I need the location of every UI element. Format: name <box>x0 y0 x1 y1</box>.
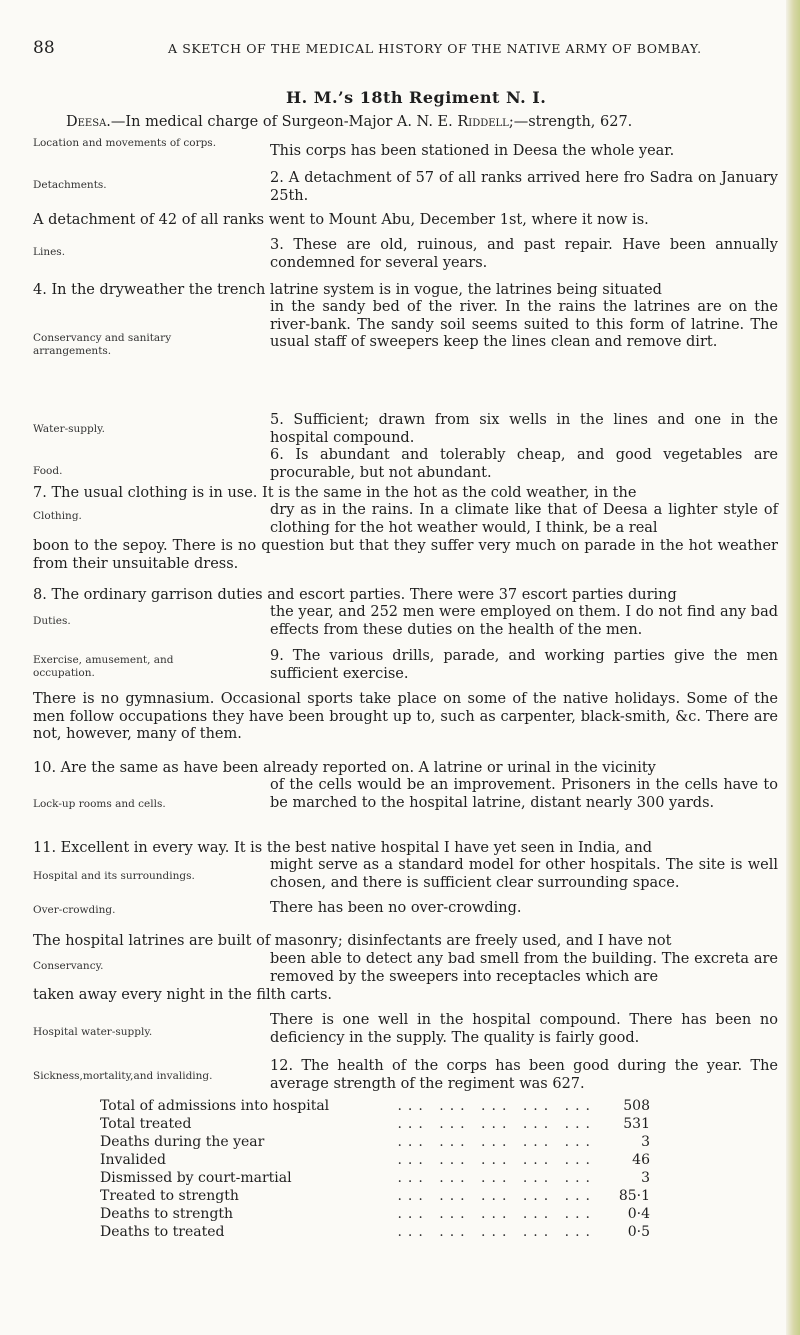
sidenote-hospital: Hospital and its surroundings. <box>33 870 195 882</box>
page-number: 88 <box>33 38 55 58</box>
paragraph-11b: might serve as a standard model for other hospitals. The site is well chosen, and there is sufficient clear surrounding space. <box>270 857 778 891</box>
stat-row <box>100 1152 650 1170</box>
intro-text-2: ;—strength, 627. <box>508 114 633 130</box>
sidenote-water-supply: Water-supply. <box>33 423 105 435</box>
paragraph-overcrowding: There has been no over-crowding. <box>270 900 522 916</box>
paragraph-9b: There is no gymnasium. Occasional sports take place on some of the native holidays. Some of the men follow occupations they have been brought up to, such as carpenter, black-smith, &c. There are not, however, many of them. <box>33 691 778 743</box>
paragraph-8a: 8. The ordinary garrison duties and escort parties. There were 37 escort parties during <box>33 587 677 603</box>
sidenote-overcrowding: Over-crowding. <box>33 904 116 916</box>
stat-label: Dismissed by court-martial <box>100 1170 296 1186</box>
stat-row <box>100 1134 650 1152</box>
intro-place: Deesa. <box>66 114 111 130</box>
paragraph-conservancy-c: taken away every night in the filth carts. <box>33 987 333 1003</box>
paragraph-1: This corps has been stationed in Deesa the whole year. <box>270 143 675 159</box>
stat-value: 85·1 <box>618 1188 650 1204</box>
stat-label: Invalided <box>100 1152 170 1168</box>
stat-row <box>100 1188 650 1206</box>
paragraph-2: 2. A detachment of 57 of all ranks arrived here fro Sadra on January 25th. <box>270 170 778 204</box>
paragraph-conservancy-b: been able to detect any bad smell from the building. The excreta are removed by the sweepers into receptacles which are <box>270 951 778 985</box>
stat-row <box>100 1116 650 1134</box>
leader-dots: ... ... ... ... ... <box>397 1170 596 1186</box>
stat-value: 46 <box>632 1152 650 1168</box>
stat-row <box>100 1206 650 1224</box>
leader-dots: ... ... ... ... ... <box>397 1188 596 1204</box>
paragraph-8b: the year, and 252 men were employed on them. I do not find any bad effects from these duties on the health of the men. <box>270 604 778 638</box>
sidenote-sickness: Sickness,mortality,and invaliding. <box>33 1070 213 1082</box>
paragraph-3: 3. These are old, ruinous, and past repair. Have been annually condemned for several years. <box>270 237 778 271</box>
stat-value: 508 <box>623 1098 650 1114</box>
stat-label: Treated to strength <box>100 1188 243 1204</box>
paragraph-7a: 7. The usual clothing is in use. It is the same in the hot as the cold weather, in the <box>33 485 637 501</box>
stat-value: 3 <box>641 1134 650 1150</box>
stat-value: 531 <box>623 1116 650 1132</box>
intro-text: —In medical charge of Surgeon-Major A. N. E. <box>110 114 458 130</box>
sidenote-food: Food. <box>33 465 63 477</box>
sidenote-lockup: Lock-up rooms and cells. <box>33 798 166 810</box>
sidenote-hospital-water: Hospital water-supply. <box>33 1026 153 1038</box>
stat-value: 0·4 <box>627 1206 650 1222</box>
paragraph-2b: A detachment of 42 of all ranks went to Mount Abu, December 1st, where it now is. <box>33 212 649 228</box>
stat-row <box>100 1170 650 1188</box>
stat-label: Deaths to treated <box>100 1224 228 1240</box>
stat-label: Deaths during the year <box>100 1134 268 1150</box>
paragraph-10b: of the cells would be an improvement. Prisoners in the cells have to be marched to the hospital latrine, distant nearly 300 yards. <box>270 777 778 811</box>
stat-value: 3 <box>641 1170 650 1186</box>
sidenote-duties: Duties. <box>33 615 71 627</box>
stat-row <box>100 1098 650 1116</box>
paragraph-10a: 10. Are the same as have been already reported on. A latrine or urinal in the vicinity <box>33 760 656 776</box>
paragraph-6: 6. Is abundant and tolerably cheap, and good vegetables are procurable, but not abundant. <box>270 447 778 481</box>
paragraph-4b: in the sandy bed of the river. In the rains the latrines are on the river-bank. The sandy soil seems suited to this form of latrine. The usual staff of sweepers keep the lines clean and remove dirt. <box>270 299 778 351</box>
stat-label: Total of admissions into hospital <box>100 1098 333 1114</box>
sidenote-clothing: Clothing. <box>33 510 82 522</box>
sidenote-exercise: Exercise, amusement, and occupation. <box>33 654 174 679</box>
paragraph-4a: 4. In the dryweather the trench latrine system is in vogue, the latrines being situated <box>33 282 662 298</box>
paragraph-conservancy-a: The hospital latrines are built of masonry; disinfectants are freely used, and I have not <box>33 933 672 949</box>
paragraph-11a: 11. Excellent in every way. It is the best native hospital I have yet seen in India, and <box>33 840 653 856</box>
sidenote-lines: Lines. <box>33 246 66 258</box>
section-heading: H. M.’s 18th Regiment N. I. <box>286 88 547 107</box>
running-head: A SKETCH OF THE MEDICAL HISTORY OF THE NATIVE ARMY OF BOMBAY. <box>168 41 702 56</box>
paragraph-7b: dry as in the rains. In a climate like that of Deesa a lighter style of clothing for the hot weather would, I think, be a real <box>270 502 778 536</box>
sidenote-conservancy-2: Conservancy. <box>33 960 104 972</box>
leader-dots: ... ... ... ... ... <box>397 1224 596 1240</box>
stat-label: Total treated <box>100 1116 195 1132</box>
paragraph-12: 12. The health of the corps has been good during the year. The average strength of the regiment was 627. <box>270 1058 778 1092</box>
sidenote-location: Location and movements of corps. <box>33 137 217 149</box>
paragraph-9: 9. The various drills, parade, and working parties give the men sufficient exercise. <box>270 648 778 682</box>
leader-dots: ... ... ... ... ... <box>397 1152 596 1168</box>
paragraph-7c: boon to the sepoy. There is no question but that they suffer very much on parade in the hot weather from their unsuitable dress. <box>33 538 778 572</box>
sidenote-conservancy: Conservancy and sanitary arrangements. <box>33 332 172 357</box>
stat-value: 0·5 <box>627 1224 650 1240</box>
sidenote-detachments: Detachments. <box>33 179 107 191</box>
stat-row <box>100 1224 650 1242</box>
leader-dots: ... ... ... ... ... <box>397 1206 596 1222</box>
intro-line <box>66 114 632 130</box>
paragraph-5: 5. Sufficient; drawn from six wells in the lines and one in the hospital compound. <box>270 412 778 446</box>
leader-dots: ... ... ... ... ... <box>397 1116 596 1132</box>
page-edge <box>786 0 800 1335</box>
leader-dots: ... ... ... ... ... <box>397 1098 596 1114</box>
stat-label: Deaths to strength <box>100 1206 237 1222</box>
intro-name: Riddell <box>457 114 509 130</box>
leader-dots: ... ... ... ... ... <box>397 1134 596 1150</box>
paragraph-hospital-water: There is one well in the hospital compound. There has been no deficiency in the supply. The quality is fairly good. <box>270 1012 778 1046</box>
